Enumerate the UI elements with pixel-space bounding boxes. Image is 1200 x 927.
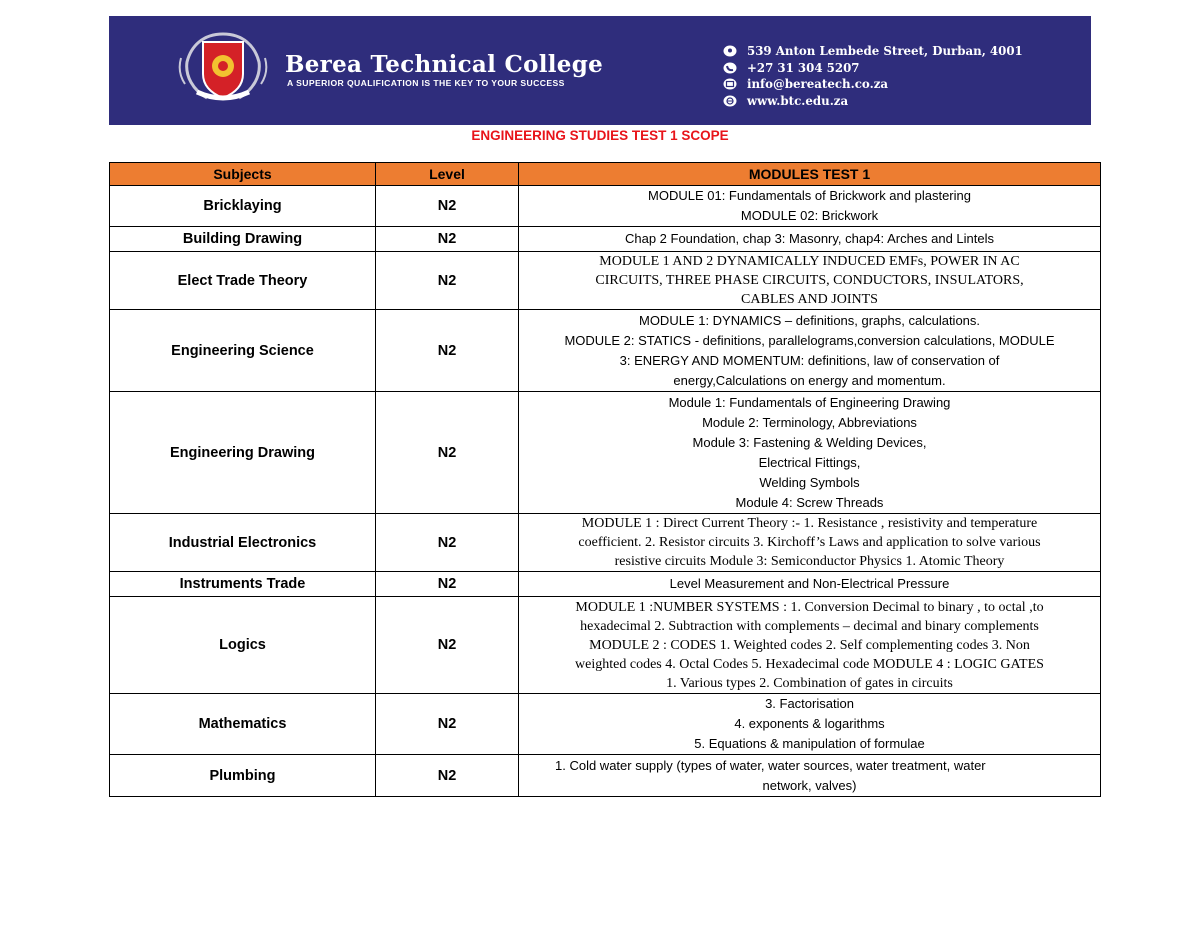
contact-phone-text: +27 31 304 5207 xyxy=(747,60,860,75)
phone-icon xyxy=(723,62,737,74)
table-header-row xyxy=(110,163,1101,186)
contact-address-text: 539 Anton Lembede Street, Durban, 4001 xyxy=(747,44,1023,58)
subject-cell: Plumbing xyxy=(110,755,376,797)
table-row xyxy=(110,310,1101,392)
table-row xyxy=(110,252,1101,310)
level-cell: N2 xyxy=(376,514,519,572)
module-line: 5. Equations & manipulation of formulae xyxy=(694,736,925,751)
module-line: coefficient. 2. Resistor circuits 3. Kirchoff’s Laws and application to solve various xyxy=(578,535,1041,550)
subject-cell: Instruments Trade xyxy=(110,572,376,597)
module-line: MODULE 1 AND 2 DYNAMICALLY INDUCED EMFs, POWER IN AC xyxy=(599,254,1020,269)
module-line: 3. Factorisation xyxy=(765,696,854,711)
module-line: resistive circuits Module 3: Semiconductor Physics 1. Atomic Theory xyxy=(614,554,1005,569)
level-cell: N2 xyxy=(376,572,519,597)
header-level: Level xyxy=(376,163,519,186)
modules-cell xyxy=(519,514,1101,572)
subject-cell: Bricklaying xyxy=(110,186,376,227)
level-cell: N2 xyxy=(376,227,519,252)
college-crest-logo xyxy=(173,28,273,106)
table-row xyxy=(110,392,1101,514)
email-icon xyxy=(723,78,737,90)
modules-cell xyxy=(519,227,1101,252)
module-line: energy,Calculations on energy and momentum. xyxy=(673,372,946,388)
table-row xyxy=(110,597,1101,694)
level-cell: N2 xyxy=(376,186,519,227)
contact-email-text[interactable]: info@bereatech.co.za xyxy=(747,77,889,91)
level-cell: N2 xyxy=(376,597,519,694)
module-line: 1. Various types 2. Combination of gates in circuits xyxy=(666,675,953,691)
modules-cell xyxy=(519,392,1101,514)
module-line: Welding Symbols xyxy=(759,474,860,490)
module-line: MODULE 01: Fundamentals of Brickwork and plastering xyxy=(648,188,971,203)
module-line: MODULE 2 : CODES 1. Weighted codes 2. Self complementing codes 3. Non xyxy=(589,637,1030,653)
module-line: MODULE 1 :NUMBER SYSTEMS : 1. Conversion Decimal to binary , to octal ,to xyxy=(575,599,1044,615)
level-cell: N2 xyxy=(376,755,519,797)
document-title: ENGINEERING STUDIES TEST 1 SCOPE xyxy=(471,128,729,143)
module-line: CIRCUITS, THREE PHASE CIRCUITS, CONDUCTORS, INSULATORS, xyxy=(595,273,1024,288)
module-line: Module 1: Fundamentals of Engineering Drawing xyxy=(668,394,951,410)
modules-cell xyxy=(519,597,1101,694)
module-line: MODULE 1: DYNAMICS – definitions, graphs, calculations. xyxy=(638,312,981,328)
modules-cell xyxy=(519,755,1101,797)
module-line: MODULE 02: Brickwork xyxy=(740,208,879,223)
subject-cell: Engineering Drawing xyxy=(110,392,376,514)
location-icon xyxy=(723,45,737,57)
module-line: MODULE 2: STATICS - definitions, parallelograms,conversion calculations, MODULE xyxy=(564,332,1055,348)
module-line: Module 2: Terminology, Abbreviations xyxy=(702,414,917,430)
contact-website-text[interactable]: www.btc.edu.za xyxy=(747,93,849,108)
table-row xyxy=(110,755,1101,797)
module-line: weighted codes 4. Octal Codes 5. Hexadecimal code MODULE 4 : LOGIC GATES xyxy=(575,656,1044,672)
table-row xyxy=(110,514,1101,572)
modules-table xyxy=(109,162,1101,797)
table-row xyxy=(110,227,1101,252)
level-cell: N2 xyxy=(376,694,519,755)
modules-cell xyxy=(519,694,1101,755)
header-banner xyxy=(109,16,1091,125)
module-line: Module 3: Fastening & Welding Devices, xyxy=(692,434,927,450)
level-cell: N2 xyxy=(376,252,519,310)
subject-cell: Industrial Electronics xyxy=(110,514,376,572)
level-cell: N2 xyxy=(376,392,519,514)
module-line: hexadecimal 2. Subtraction with complements – decimal and binary complements xyxy=(580,618,1039,634)
subject-cell: Engineering Science xyxy=(110,310,376,392)
module-line: MODULE 1 : Direct Current Theory :- 1. Resistance , resistivity and temperature xyxy=(581,516,1038,531)
subject-cell: Logics xyxy=(110,597,376,694)
table-row xyxy=(110,694,1101,755)
college-tagline: A SUPERIOR QUALIFICATION IS THE KEY TO YOUR SUCCESS xyxy=(287,78,565,88)
module-line: Module 4: Screw Threads xyxy=(735,494,884,510)
modules-cell xyxy=(519,186,1101,227)
table-row xyxy=(110,186,1101,227)
module-line: 1. Cold water supply (types of water, water sources, water treatment, water xyxy=(555,757,986,773)
module-line: Electrical Fittings, xyxy=(758,454,861,470)
level-cell: N2 xyxy=(376,310,519,392)
module-line: Chap 2 Foundation, chap 3: Masonry, chap4: Arches and Lintels xyxy=(624,231,995,246)
module-line: Level Measurement and Non-Electrical Pressure xyxy=(669,576,950,591)
header-modules: MODULES TEST 1 xyxy=(519,163,1101,186)
modules-cell xyxy=(519,252,1101,310)
globe-icon xyxy=(723,95,737,107)
table-row xyxy=(110,572,1101,597)
modules-cell xyxy=(519,572,1101,597)
module-line: network, valves) xyxy=(762,777,857,793)
module-line: CABLES AND JOINTS xyxy=(741,292,878,307)
module-line: 4. exponents & logarithms xyxy=(734,716,885,731)
subject-cell: Mathematics xyxy=(110,694,376,755)
subject-cell: Elect Trade Theory xyxy=(110,252,376,310)
college-name: Berea Technical College xyxy=(285,51,604,78)
subject-cell: Building Drawing xyxy=(110,227,376,252)
header-subjects: Subjects xyxy=(110,163,376,186)
modules-cell xyxy=(519,310,1101,392)
module-line: 3: ENERGY AND MOMENTUM: definitions, law of conservation of xyxy=(619,352,1000,368)
